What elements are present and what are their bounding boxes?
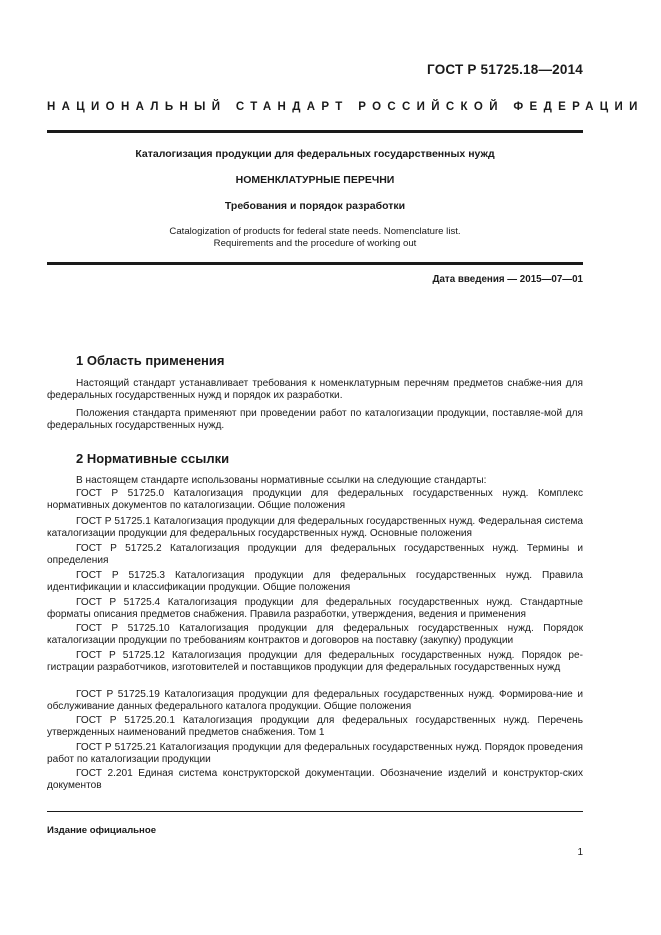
reference-item: ГОСТ 2.201 Единая система конструкторской документации. Обозначение изделий и конструктор-ских документов xyxy=(47,768,583,792)
reference-item: ГОСТ Р 51725.2 Каталогизация продукции для федеральных государственных нужд. Термины и определения xyxy=(47,543,583,567)
title-line-3: Требования и порядок разработки xyxy=(224,200,406,212)
standard-code: ГОСТ Р 51725.18—2014 xyxy=(427,62,583,77)
english-title xyxy=(47,226,583,250)
section-1-paragraph: Настоящий стандарт устанавливает требования к номенклатурным перечням предметов снабже-ния для федеральных государственных нужд и порядок их разработки. xyxy=(47,378,583,402)
section-2-paragraph: В настоящем стандарте использованы нормативные ссылки на следующие стандарты: xyxy=(76,475,487,486)
header-rule xyxy=(47,130,583,133)
english-title-line-2: Requirements and the procedure of working out xyxy=(213,238,417,249)
section-2-heading: 2 Нормативные ссылки xyxy=(76,451,230,466)
footer-rule xyxy=(47,811,583,812)
english-title-line-1: Catalogization of products for federal state needs. Nomenclature list. xyxy=(169,226,461,237)
title-line-2: НОМЕНКЛАТУРНЫЕ ПЕРЕЧНИ xyxy=(235,174,395,186)
national-standard-banner: НАЦИОНАЛЬНЫЙ СТАНДАРТ РОССИЙСКОЙ ФЕДЕРАЦИИ xyxy=(47,101,644,113)
reference-item: ГОСТ Р 51725.10 Каталогизация продукции для федеральных государственных нужд. Порядок каталогизации продукции по требованиям контрактов и договоров на поставку (закупку) продукции xyxy=(47,623,583,647)
page-number: 1 xyxy=(577,847,583,858)
reference-item: ГОСТ Р 51725.1 Каталогизация продукции для федеральных государственных нужд. Федеральная система каталогизации продукции для федеральных государственных нужд. Основные положения xyxy=(47,516,583,540)
section-1-heading: 1 Область применения xyxy=(76,353,225,368)
reference-item: ГОСТ Р 51725.0 Каталогизация продукции для федеральных государственных нужд. Комплекс нормативных документов по каталогизации. Общие положения xyxy=(47,488,583,512)
reference-item: ГОСТ Р 51725.3 Каталогизация продукции для федеральных государственных нужд. Правила идентификации и классификации продукции. Общие положения xyxy=(47,570,583,594)
reference-item: ГОСТ Р 51725.20.1 Каталогизация продукции для федеральных государственных нужд. Перечень утвержденных наименований предметов снабжения. Том 1 xyxy=(47,715,583,739)
introduction-date: Дата введения — 2015—07—01 xyxy=(432,274,583,285)
title-line-1: Каталогизация продукции для федеральных государственных нужд xyxy=(135,148,495,160)
reference-item: ГОСТ Р 51725.19 Каталогизация продукции для федеральных государственных нужд. Формирова-ние и обслуживание данных федерального каталога продукции. Общие положения xyxy=(47,689,583,713)
title-rule xyxy=(47,262,583,265)
reference-item: ГОСТ Р 51725.4 Каталогизация продукции для федеральных государственных нужд. Стандартные форматы описания предметов снабжения. Правила разработки, утверждения, ведения и применения xyxy=(47,597,583,621)
section-1-paragraph: Положения стандарта применяют при проведении работ по каталогизации продукции, поставляе-мой для федеральных государственных нужд. xyxy=(47,408,583,432)
reference-item: ГОСТ Р 51725.21 Каталогизация продукции для федеральных государственных нужд. Порядок проведения работ по каталогизации продукции xyxy=(47,742,583,766)
reference-item: ГОСТ Р 51725.12 Каталогизация продукции для федеральных государственных нужд. Порядок ре-гистрации разработчиков, изготовителей и поставщиков продукции для федеральных государственных нужд xyxy=(47,650,583,674)
official-edition-label: Издание официальное xyxy=(47,825,157,836)
